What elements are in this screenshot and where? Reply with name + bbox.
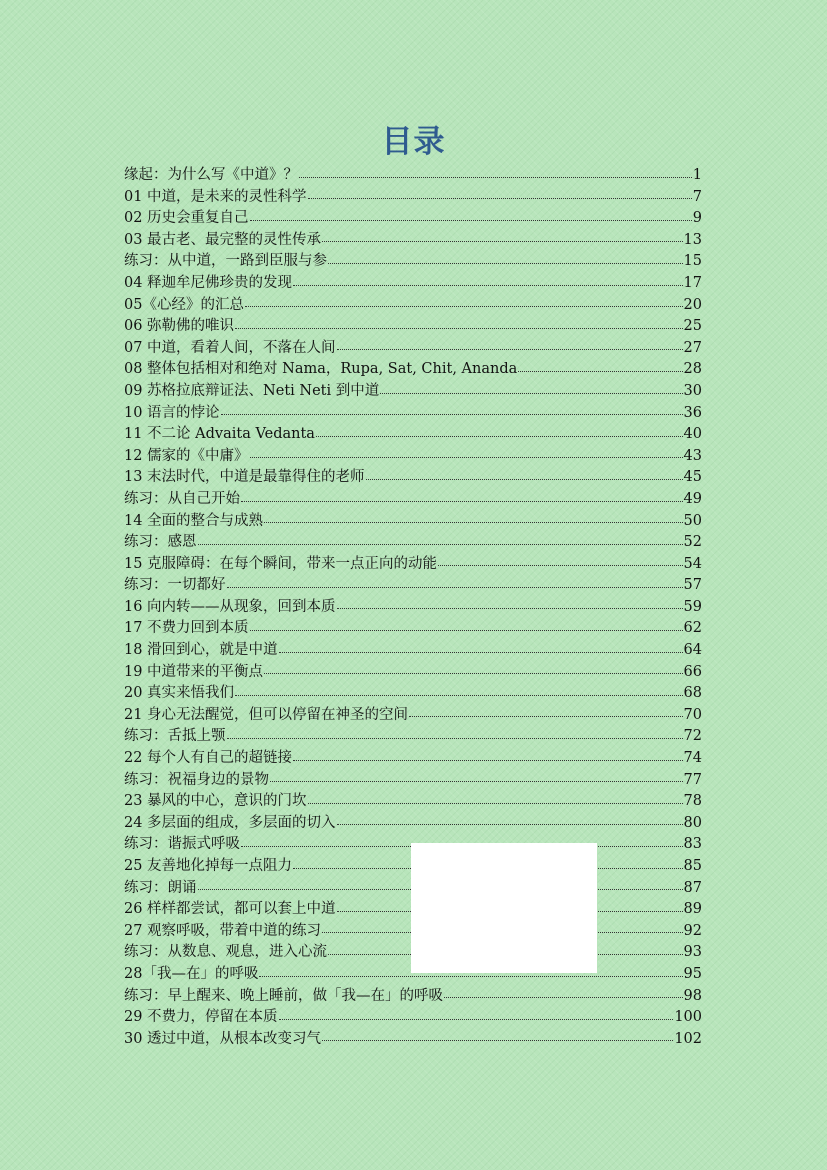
- dot-leader: [366, 479, 683, 480]
- toc-entry-page-number: 85: [683, 858, 702, 874]
- toc-entry-label: 19 中道带来的平衡点: [124, 663, 264, 680]
- toc-entry-page-number: 45: [683, 469, 702, 486]
- toc-entry-label: 06 弥勒佛的唯识: [124, 318, 235, 335]
- toc-entry[interactable]: [124, 165, 702, 187]
- toc-entry-page-number: 28: [683, 361, 702, 378]
- toc-entry-label: 10 语言的悖论: [124, 404, 220, 421]
- dot-leader: [279, 652, 683, 653]
- dot-leader: [259, 976, 682, 977]
- toc-entry[interactable]: [124, 1029, 702, 1051]
- toc-entry-label: 22 每个人有自己的超链接: [124, 750, 293, 767]
- toc-entry[interactable]: [124, 554, 702, 576]
- toc-entry-page-number: 52: [683, 534, 702, 551]
- toc-entry-page-number: 1: [692, 167, 702, 183]
- toc-entry-label: 27 观察呼吸，带着中道的练习: [124, 922, 322, 939]
- toc-entry[interactable]: [124, 683, 702, 705]
- dot-leader: [235, 328, 682, 329]
- toc-entry-page-number: 68: [683, 685, 702, 702]
- toc-entry[interactable]: [124, 208, 702, 230]
- toc-entry-label: 练习：从自己开始: [124, 490, 240, 507]
- toc-entry-page-number: 50: [683, 512, 702, 529]
- toc-entry[interactable]: [124, 316, 702, 338]
- toc-entry-page-number: 25: [683, 318, 702, 335]
- toc-entry-page-number: 98: [683, 987, 702, 1004]
- toc-entry-page-number: 36: [683, 404, 702, 421]
- toc-entry-page-number: 72: [683, 728, 702, 745]
- toc-entry[interactable]: [124, 230, 702, 252]
- toc-entry-label: 练习：一切都好: [124, 577, 226, 594]
- toc-entry-label: 04 释迦牟尼佛珍贵的发现: [124, 274, 293, 291]
- toc-entry-label: 08 整体包括相对和绝对 Nama，Rupa, Sat, Chit, Ananda: [124, 361, 518, 378]
- toc-entry-label: 07 中道，看着人间，不落在人间: [124, 339, 336, 356]
- dot-leader: [380, 393, 682, 394]
- toc-entry[interactable]: [124, 618, 702, 640]
- toc-entry[interactable]: [124, 295, 702, 317]
- toc-entry-page-number: 95: [683, 965, 702, 982]
- toc-entry-page-number: 49: [683, 490, 702, 507]
- toc-entry[interactable]: [124, 662, 702, 684]
- toc-entry-page-number: 66: [683, 663, 702, 680]
- dot-leader: [438, 565, 682, 566]
- dot-leader: [328, 263, 683, 264]
- toc-entry-page-number: 93: [683, 944, 702, 961]
- toc-entry-page-number: 54: [683, 555, 702, 572]
- toc-entry-page-number: 70: [683, 706, 702, 723]
- toc-entry-page-number: 57: [683, 577, 702, 594]
- toc-entry-label: 24 多层面的组成，多层面的切入: [124, 814, 336, 831]
- page-title: 目录: [381, 123, 446, 160]
- dot-leader: [241, 501, 683, 502]
- dot-leader: [279, 1019, 674, 1020]
- toc-entry-page-number: 7: [692, 188, 702, 205]
- toc-entry-label: 15 克服障碍：在每个瞬间，带来一点正向的动能: [124, 555, 438, 572]
- toc-entry-label: 18 滑回到心，就是中道: [124, 642, 278, 659]
- toc-entry[interactable]: [124, 467, 702, 489]
- toc-entry[interactable]: [124, 770, 702, 792]
- toc-entry-label: 25 友善地化掉每一点阻力: [124, 858, 293, 874]
- toc-entry-label: 01 中道，是未来的灵性科学: [124, 188, 307, 205]
- dot-leader: [245, 306, 683, 307]
- toc-entry-label: 练习：朗诵: [124, 879, 197, 896]
- toc-entry-label: 13 末法时代，中道是最靠得住的老师: [124, 469, 365, 486]
- dot-leader: [227, 587, 683, 588]
- toc-entry[interactable]: [124, 187, 702, 209]
- toc-entry-label: 12 儒家的《中庸》: [124, 447, 249, 464]
- toc-entry-page-number: 43: [683, 447, 702, 464]
- toc-entry-page-number: 92: [683, 922, 702, 939]
- toc-entry-label: 11 不二论 Advaita Vedanta: [124, 426, 315, 443]
- dot-leader: [250, 630, 683, 631]
- toc-entry-page-number: 77: [683, 771, 702, 788]
- toc-entry[interactable]: [124, 705, 702, 727]
- toc-entry-page-number: 15: [683, 253, 702, 270]
- toc-entry-label: 缘起：为什么写《中道》？: [124, 167, 298, 183]
- dot-leader: [308, 803, 683, 804]
- toc-entry[interactable]: [124, 403, 702, 425]
- toc-entry-page-number: 102: [674, 1030, 702, 1047]
- toc-entry-label: 练习：从数息、观息，进入心流: [124, 944, 327, 961]
- toc-entry-page-number: 74: [683, 750, 702, 767]
- toc-entry-page-number: 59: [683, 598, 702, 615]
- dot-leader: [308, 198, 692, 199]
- toc-entry-page-number: 83: [683, 836, 702, 853]
- toc-entry-label: 23 暴风的中心，意识的门坎: [124, 793, 307, 810]
- toc-entry-page-number: 13: [683, 231, 702, 248]
- toc-entry[interactable]: [124, 532, 702, 554]
- toc-entry-label: 20 真实来悟我们: [124, 685, 235, 702]
- toc-entry-label: 05《心经》的汇总: [124, 296, 244, 313]
- toc-entry-label: 练习：谐振式呼吸: [124, 836, 240, 853]
- dot-leader: [227, 738, 683, 739]
- toc-entry-label: 14 全面的整合与成熟: [124, 512, 264, 529]
- toc-entry[interactable]: [124, 575, 702, 597]
- dot-leader: [250, 220, 692, 221]
- toc-entry-page-number: 80: [683, 814, 702, 831]
- toc-entry-label: 练习：从中道，一路到臣服与参: [124, 253, 327, 270]
- toc-entry[interactable]: [124, 489, 702, 511]
- dot-leader: [409, 716, 682, 717]
- toc-entry[interactable]: [124, 446, 702, 468]
- toc-entry[interactable]: [124, 273, 702, 295]
- toc-entry[interactable]: [124, 748, 702, 770]
- toc-entry[interactable]: [124, 251, 702, 273]
- toc-entry-page-number: 30: [683, 382, 702, 399]
- toc-entry[interactable]: [124, 813, 702, 835]
- dot-leader: [270, 781, 683, 782]
- toc-entry-page-number: 40: [683, 426, 702, 443]
- dot-leader: [322, 1040, 673, 1041]
- toc-entry[interactable]: [124, 424, 702, 446]
- dot-leader: [198, 544, 683, 545]
- dot-leader: [221, 414, 683, 415]
- toc-entry-label: 09 苏格拉底辩证法、Neti Neti 到中道: [124, 382, 380, 399]
- dot-leader: [444, 997, 683, 998]
- toc-entry-page-number: 89: [683, 901, 702, 918]
- toc-entry-label: 16 向内转——从现象，回到本质: [124, 598, 336, 615]
- toc-entry[interactable]: [124, 511, 702, 533]
- toc-entry-page-number: 100: [674, 1009, 702, 1026]
- toc-entry-page-number: 27: [683, 339, 702, 356]
- toc-entry-label: 17 不费力回到本质: [124, 620, 249, 637]
- dot-leader: [250, 457, 683, 458]
- toc-entry-page-number: 87: [683, 879, 702, 896]
- toc-entry-label: 练习：早上醒来、晚上睡前，做「我—在」的呼吸: [124, 987, 443, 1004]
- toc-entry[interactable]: [124, 726, 702, 748]
- dot-leader: [518, 371, 682, 372]
- toc-entry-page-number: 78: [683, 793, 702, 810]
- toc-entry[interactable]: [124, 381, 702, 403]
- dot-leader: [293, 760, 682, 761]
- toc-entry-page-number: 62: [683, 620, 702, 637]
- dot-leader: [293, 285, 682, 286]
- redaction-box: [411, 843, 597, 973]
- dot-leader: [264, 522, 682, 523]
- dot-leader: [316, 436, 683, 437]
- toc-entry-label: 21 身心无法醒觉，但可以停留在神圣的空间: [124, 706, 409, 723]
- toc-entry-label: 练习：感恩: [124, 534, 197, 551]
- toc-entry-label: 26 样样都尝试，都可以套上中道: [124, 901, 336, 918]
- toc-entry-page-number: 9: [692, 210, 702, 227]
- toc-entry-label: 03 最古老、最完整的灵性传承: [124, 231, 322, 248]
- toc-entry[interactable]: [124, 1007, 702, 1029]
- toc-entry-page-number: 20: [683, 296, 702, 313]
- dot-leader: [235, 695, 682, 696]
- toc-entry-label: 29 不费力，停留在本质: [124, 1009, 278, 1026]
- toc-entry-page-number: 64: [683, 642, 702, 659]
- toc-entry[interactable]: [124, 359, 702, 381]
- toc-entry-label: 练习：祝福身边的景物: [124, 771, 269, 788]
- dot-leader: [322, 241, 682, 242]
- toc-entry-page-number: 17: [683, 274, 702, 291]
- toc-entry-label: 30 透过中道，从根本改变习气: [124, 1030, 322, 1047]
- dot-leader: [337, 349, 683, 350]
- dot-leader: [337, 824, 683, 825]
- toc-entry-label: 28「我—在」的呼吸: [124, 965, 259, 982]
- dot-leader: [299, 177, 692, 178]
- dot-leader: [337, 608, 683, 609]
- toc-entry[interactable]: [124, 791, 702, 813]
- toc-entry[interactable]: [124, 338, 702, 360]
- toc-entry[interactable]: [124, 640, 702, 662]
- toc-entry[interactable]: [124, 597, 702, 619]
- toc-entry-label: 02 历史会重复自己: [124, 210, 249, 227]
- toc-entry[interactable]: [124, 986, 702, 1008]
- toc-entry-label: 练习：舌抵上颚: [124, 728, 226, 745]
- dot-leader: [264, 673, 682, 674]
